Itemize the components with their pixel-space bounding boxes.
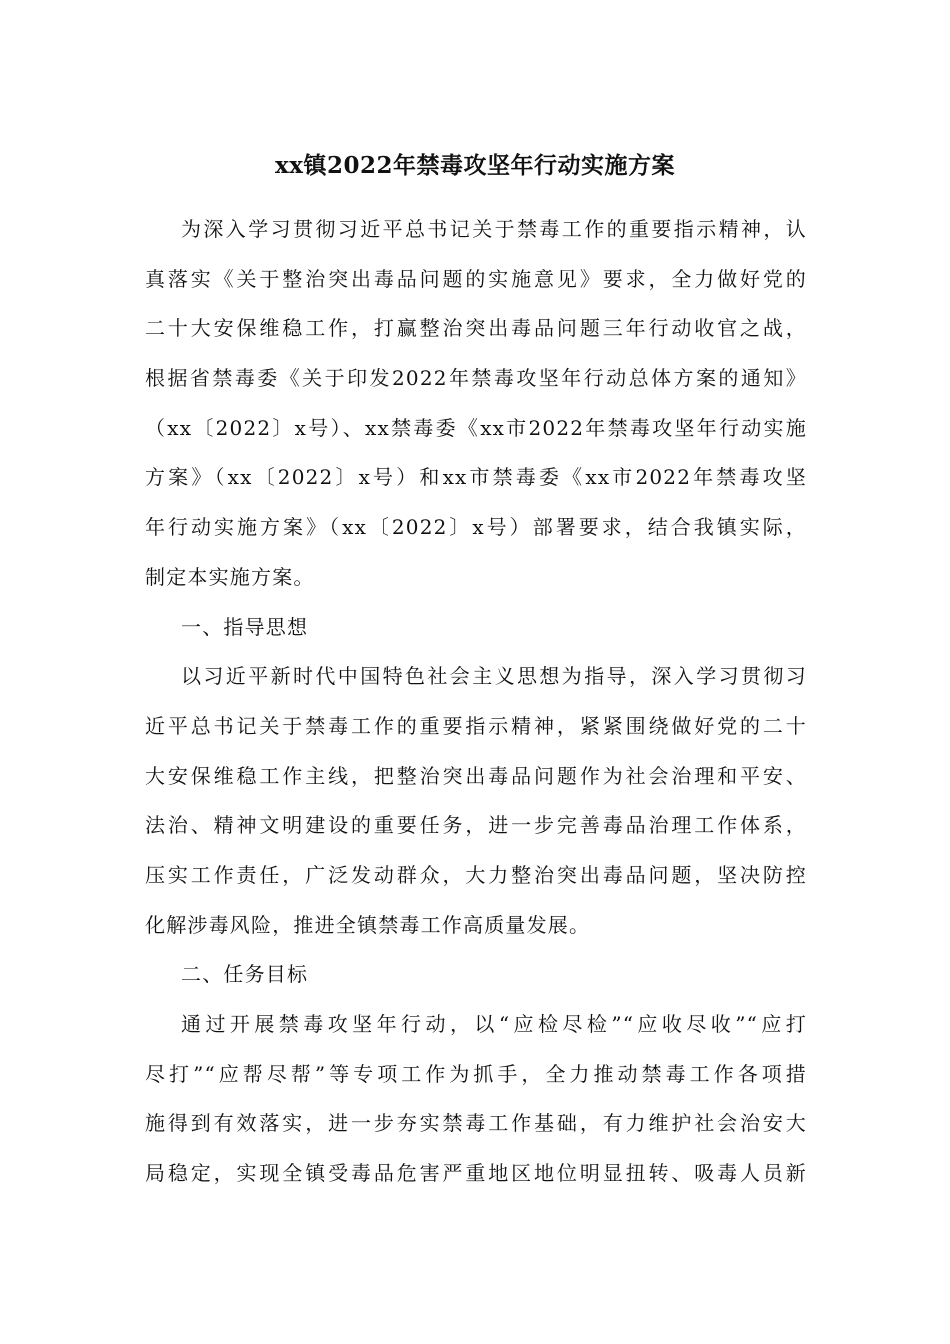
text-line: 为深入学习贯彻习近平总书记关于禁毒工作的重要指示精神，认 — [181, 217, 807, 241]
text-line: 制定本实施方案。 — [145, 564, 315, 589]
text-line: 真落实《关于整治突出毒品问题的实施意见》要求，全力做好党的 — [145, 266, 807, 291]
text-line: 以习近平新时代中国特色社会主义思想为指导，深入学习贯彻习 — [181, 664, 807, 689]
text-line: 一、指导思想 — [181, 614, 309, 639]
text-line: 近平总书记关于禁毒工作的重要指示精神，紧紧围绕做好党的二十 — [145, 713, 807, 738]
text-line: 法治、精神文明建设的重要任务，进一步完善毒品治理工作体系， — [145, 813, 807, 838]
text-line: 大安保维稳工作主线，把整治突出毒品问题作为社会治理和平安、 — [145, 763, 807, 788]
text-line: 局稳定，实现全镇受毒品危害严重地区地位明显扭转、吸毒人员新 — [145, 1161, 807, 1186]
document-body — [145, 205, 807, 1199]
text-line: 化解涉毒风险，推进全镇禁毒工作高质量发展。 — [145, 912, 591, 937]
text-line: 施得到有效落实，进一步夯实禁毒工作基础，有力维护社会治安大 — [145, 1111, 807, 1136]
text-line: 二十大安保维稳工作，打赢整治突出毒品问题三年行动收官之战， — [145, 316, 807, 341]
document-title: xx镇2022年禁毒攻坚年行动实施方案 — [275, 152, 675, 179]
text-line: 尽打”“应帮尽帮”等专项工作为抓手，全力推动禁毒工作各项措 — [145, 1061, 807, 1086]
text-line: 方案》（xx〔2022〕x号）和xx市禁毒委《xx市2022年禁毒攻坚 — [145, 465, 807, 490]
text-line: 根据省禁毒委《关于印发2022年禁毒攻坚年行动总体方案的通知》 — [145, 366, 807, 391]
text-line: 二、任务目标 — [181, 962, 309, 987]
text-line: 压实工作责任，广泛发动群众，大力整治突出毒品问题，坚决防控 — [145, 862, 807, 887]
text-line: （xx〔2022〕x号）、xx禁毒委《xx市2022年禁毒攻坚年行动实施 — [145, 415, 807, 440]
text-line: 年行动实施方案》（xx〔2022〕x号）部署要求，结合我镇实际， — [145, 515, 807, 540]
text-line: 通过开展禁毒攻坚年行动，以“应检尽检”“应收尽收”“应打 — [181, 1012, 807, 1036]
